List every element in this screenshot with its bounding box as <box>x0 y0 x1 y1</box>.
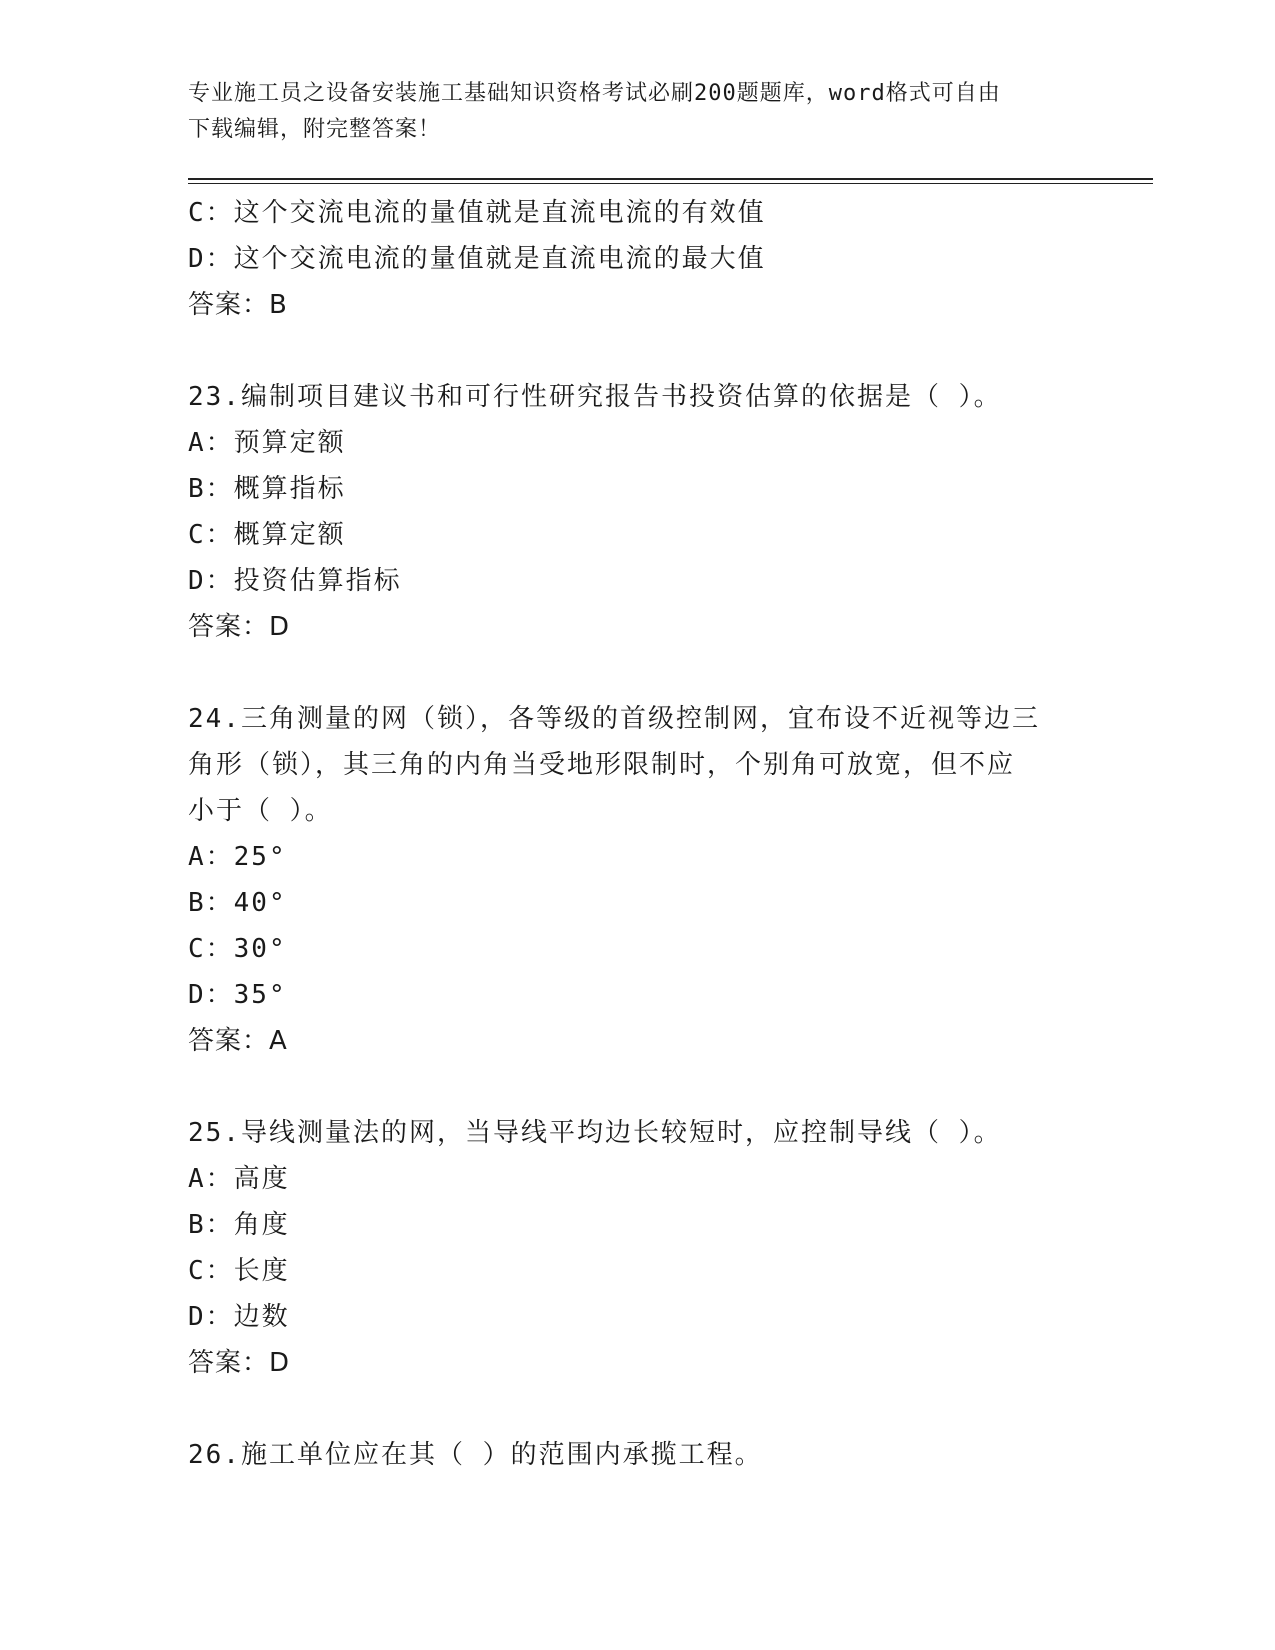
option-b: B：40° <box>188 888 287 918</box>
answer-line: 答案：A <box>188 1026 288 1056</box>
option-a: A：高度 <box>188 1164 290 1194</box>
answer-line: 答案：B <box>188 290 288 320</box>
question-stem: 23.编制项目建议书和可行性研究报告书投资估算的依据是（ ）。 <box>188 382 1002 412</box>
option-c: C：这个交流电流的量值就是直流电流的有效值 <box>188 198 766 228</box>
option-c: C：30° <box>188 934 287 964</box>
question-stem-line-3: 小于（ ）。 <box>188 796 333 826</box>
question-block-25 <box>188 1110 1088 1386</box>
header-line-1: 专业施工员之设备安装施工基础知识资格考试必刷200题题库，word格式可自由 <box>188 81 1001 106</box>
question-block-24 <box>188 696 1088 1064</box>
option-d: D：35° <box>188 980 287 1010</box>
question-block-26 <box>188 1432 1088 1478</box>
document-header <box>188 76 1068 148</box>
question-stem-line-1: 24.三角测量的网（锁），各等级的首级控制网，宜布设不近视等边三 <box>188 704 1040 734</box>
answer-line: 答案：D <box>188 612 291 642</box>
option-d: D：边数 <box>188 1302 290 1332</box>
header-line-2: 下载编辑，附完整答案！ <box>188 117 442 142</box>
option-c: C：长度 <box>188 1256 290 1286</box>
question-stem: 25.导线测量法的网，当导线平均边长较短时，应控制导线（ ）。 <box>188 1118 1002 1148</box>
header-divider-thick <box>188 178 1153 180</box>
option-b: B：角度 <box>188 1210 290 1240</box>
document-body <box>188 190 1088 1478</box>
question-block-23 <box>188 374 1088 650</box>
option-a: A：预算定额 <box>188 428 346 458</box>
question-stem-line-2: 角形（锁），其三角的内角当受地形限制时，个别角可放宽，但不应 <box>188 750 1016 780</box>
question-stem: 26.施工单位应在其（ ）的范围内承揽工程。 <box>188 1440 763 1470</box>
header-divider-thin <box>188 183 1153 184</box>
option-b: B：概算指标 <box>188 474 346 504</box>
option-a: A：25° <box>188 842 287 872</box>
question-block-22 <box>188 190 1088 328</box>
option-d: D：这个交流电流的量值就是直流电流的最大值 <box>188 244 766 274</box>
answer-line: 答案：D <box>188 1348 291 1378</box>
option-c: C：概算定额 <box>188 520 346 550</box>
option-d: D：投资估算指标 <box>188 566 402 596</box>
